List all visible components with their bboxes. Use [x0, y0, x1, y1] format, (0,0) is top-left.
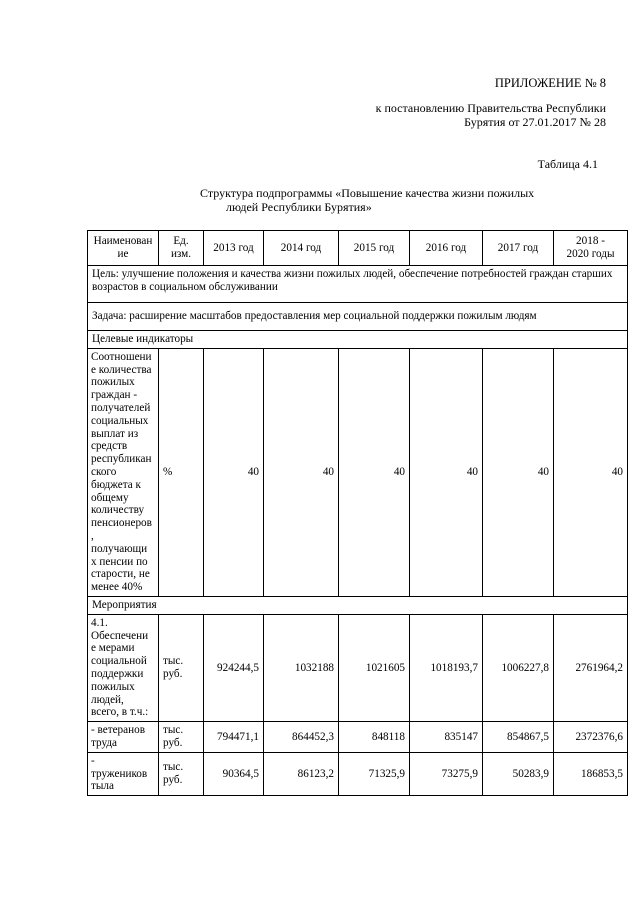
indicator-unit: %	[159, 348, 204, 596]
header-2017: 2017 год	[483, 231, 554, 266]
indicators-header: Целевые индикаторы	[88, 331, 628, 349]
title-line-2: людей Республики Бурятия»	[226, 200, 372, 214]
measure-name: - тружеников тыла	[88, 752, 159, 795]
indicator-2015: 40	[339, 348, 410, 596]
table-row	[88, 752, 628, 795]
measure-2017: 50283,9	[483, 752, 554, 795]
measure-2013: 90364,5	[204, 752, 264, 795]
task-row	[88, 303, 628, 331]
measure-2016: 835147	[410, 722, 483, 753]
decree-line-2: Бурятия от 27.01.2017 № 28	[464, 115, 606, 129]
table-row	[88, 614, 628, 721]
decree-reference	[346, 101, 606, 129]
appendix-label: ПРИЛОЖЕНИЕ № 8	[494, 76, 606, 90]
measure-unit: тыс. руб.	[159, 614, 204, 721]
structure-table	[87, 230, 628, 796]
header-2018-2020: 2018 - 2020 годы	[554, 231, 628, 266]
indicator-2016: 40	[410, 348, 483, 596]
measure-2017: 854867,5	[483, 722, 554, 753]
task-text: Задача: расширение масштабов предоставления мер социальной поддержки пожилым людям	[88, 303, 628, 331]
measure-2014: 864452,3	[264, 722, 339, 753]
measure-2016: 73275,9	[410, 752, 483, 795]
indicators-header-row	[88, 331, 628, 349]
measure-2018-2020: 2372376,6	[554, 722, 628, 753]
measure-2015: 1021605	[339, 614, 410, 721]
measures-header: Мероприятия	[88, 596, 628, 614]
measure-unit: тыс. руб.	[159, 722, 204, 753]
table-number: Таблица 4.1	[537, 157, 598, 171]
header-2014: 2014 год	[264, 231, 339, 266]
measure-2013: 794471,1	[204, 722, 264, 753]
header-2013: 2013 год	[204, 231, 264, 266]
decree-line-1: к постановлению Правительства Республики	[375, 101, 606, 115]
indicator-row	[88, 348, 628, 596]
document-title	[200, 186, 540, 214]
measure-2015: 71325,9	[339, 752, 410, 795]
measure-2018-2020: 2761964,2	[554, 614, 628, 721]
measure-2016: 1018193,7	[410, 614, 483, 721]
measure-2018-2020: 186853,5	[554, 752, 628, 795]
title-line-1: Структура подпрограммы «Повышение качества жизни пожилых	[200, 186, 535, 200]
indicator-name: Соотношени е количества пожилых граждан - получателей социальных выплат из средств республикан ского бюджета к общему количеству пенсионеров , получающи х пенсии по старости, не менее 40%	[88, 348, 159, 596]
indicator-2014: 40	[264, 348, 339, 596]
measure-name: 4.1. Обеспечени е мерами социальной поддержки пожилых людей, всего, в т.ч.:	[88, 614, 159, 721]
header-name: Наименован ие	[88, 231, 159, 266]
measure-name: - ветеранов труда	[88, 722, 159, 753]
header-2016: 2016 год	[410, 231, 483, 266]
measure-2015: 848118	[339, 722, 410, 753]
indicator-2017: 40	[483, 348, 554, 596]
header-unit: Ед. изм.	[159, 231, 204, 266]
goal-row	[88, 266, 628, 303]
table-header-row	[88, 231, 628, 266]
measure-2014: 1032188	[264, 614, 339, 721]
measure-2017: 1006227,8	[483, 614, 554, 721]
indicator-2018-2020: 40	[554, 348, 628, 596]
measure-unit: тыс. руб.	[159, 752, 204, 795]
indicator-2013: 40	[204, 348, 264, 596]
table-row	[88, 722, 628, 753]
measure-2014: 86123,2	[264, 752, 339, 795]
measure-2013: 924244,5	[204, 614, 264, 721]
measures-header-row	[88, 596, 628, 614]
goal-text: Цель: улучшение положения и качества жизни пожилых людей, обеспечение потребностей граждан старших возрастов в социальном обслуживании	[88, 266, 628, 303]
header-2015: 2015 год	[339, 231, 410, 266]
